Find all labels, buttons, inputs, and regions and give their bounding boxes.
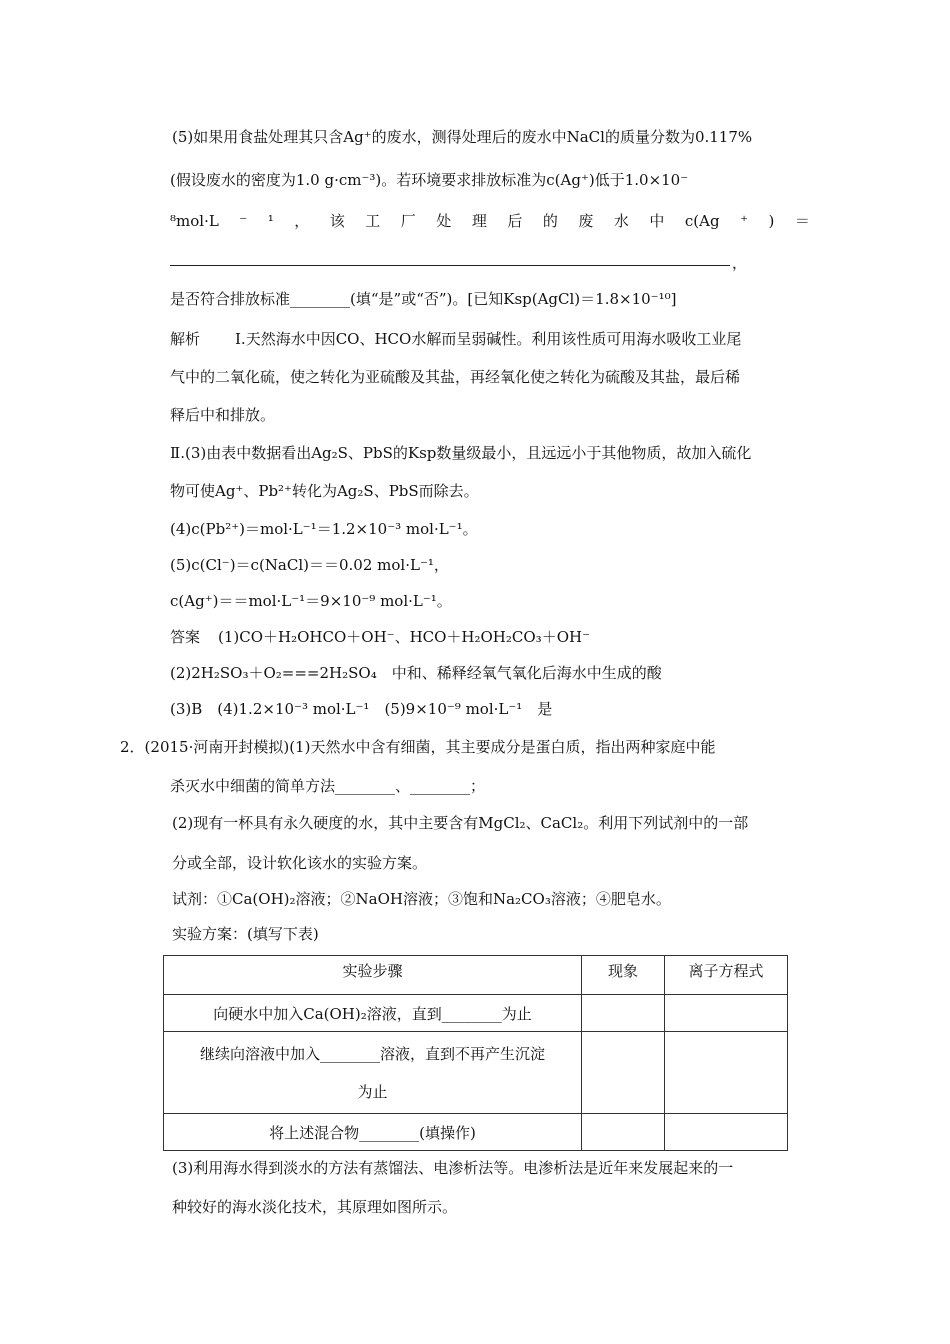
q2-plan-title: 实验方案：(填写下表)	[172, 925, 319, 943]
answer-line-3: (3)B (4)1.2×10⁻³ mol·L⁻¹ (5)9×10⁻⁹ mol·L⁻¹ 是	[170, 700, 553, 718]
table-row-2-phenomenon	[582, 1032, 665, 1114]
q5-line-2: (假设废水的密度为1.0 g·cm⁻³)。若环境要求排放标准为c(Ag⁺)低于1.0×10⁻	[170, 171, 689, 189]
table-row-1-phenomenon	[582, 995, 665, 1032]
analysis-p5: c(Ag⁺)＝＝mol·L⁻¹＝9×10⁻⁹ mol·L⁻¹。	[170, 592, 452, 610]
q5-line-5: 是否符合排放标准________(填“是”或“否”)。[已知Ksp(AgCl)＝1.8×10⁻¹⁰]	[170, 290, 677, 308]
table-header-steps: 实验步骤	[164, 956, 582, 995]
analysis-p3: (4)c(Pb²⁺)＝mol·L⁻¹＝1.2×10⁻³ mol·L⁻¹。	[170, 520, 478, 538]
answer-line-1: (1)CO＋H₂OHCO＋OH⁻、HCO＋H₂OH₂CO₃＋OH⁻	[218, 628, 590, 646]
analysis-p2-line-2: 物可使Ag⁺、Pb²⁺转化为Ag₂S、PbS而除去。	[170, 482, 479, 500]
q5-line-4-comma: ，	[732, 254, 748, 272]
q2-reagents: 试剂：①Ca(OH)₂溶液；②NaOH溶液；③饱和Na₂CO₃溶液；④肥皂水。	[172, 890, 671, 908]
q5-line-3: ⁸mol·L ⁻ ¹ ， 该 工 厂 处 理 后 的 废 水 中 c(Ag ⁺ ) ＝	[170, 212, 810, 230]
answer-blank-line	[170, 265, 730, 266]
table-header-phenomenon: 现象	[582, 956, 665, 995]
table-row-1-step: 向硬水中加入Ca(OH)₂溶液，直到________为止	[164, 995, 582, 1032]
experiment-table	[163, 955, 788, 1151]
table-header-equation: 离子方程式	[665, 956, 788, 995]
analysis-p1-line-1: Ⅰ.天然海水中因CO、HCO水解而呈弱碱性。利用该性质可用海水吸收工业尾	[235, 330, 742, 348]
analysis-p4: (5)c(Cl⁻)＝c(NaCl)＝＝0.02 mol·L⁻¹，	[170, 556, 449, 574]
q2-line-2: 杀灭水中细菌的简单方法________、________；	[170, 777, 486, 795]
analysis-p2-line-1: Ⅱ.(3)由表中数据看出Ag₂S、PbS的Ksp数量级最小，且远远小于其他物质，故加入硫化	[170, 444, 752, 462]
table-row-3-equation	[665, 1114, 788, 1151]
q2-line-1: 2．(2015·河南开封模拟)(1)天然水中含有细菌，其主要成分是蛋白质，指出两种家庭中能	[120, 738, 716, 756]
q2-part3-line-2: 种较好的海水淡化技术，其原理如图所示。	[172, 1198, 458, 1216]
analysis-label: 解析	[170, 330, 201, 348]
analysis-p1-line-3: 释后中和排放。	[170, 406, 276, 424]
table-row-1-equation	[665, 995, 788, 1032]
q2-line-3: (2)现有一杯具有永久硬度的水，其中主要含有MgCl₂、CaCl₂。利用下列试剂中的一部	[172, 814, 749, 832]
answer-label: 答案	[170, 628, 201, 646]
analysis-p1-line-2: 气中的二氧化硫，使之转化为亚硫酸及其盐，再经氧化使之转化为硫酸及其盐，最后稀	[170, 368, 741, 386]
q2-part3-line-1: (3)利用海水得到淡水的方法有蒸馏法、电渗析法等。电渗析法是近年来发展起来的一	[172, 1159, 734, 1177]
table-row-2-step: 继续向溶液中加入________溶液，直到不再产生沉淀 为止	[164, 1032, 582, 1114]
answer-line-2: (2)2H₂SO₃＋O₂===2H₂SO₄ 中和、稀释经氧气氧化后海水中生成的酸	[170, 664, 662, 682]
table-row-3-step: 将上述混合物________(填操作)	[164, 1114, 582, 1151]
table-row-2-equation	[665, 1032, 788, 1114]
q5-line-1: (5)如果用食盐处理其只含Ag⁺的废水，测得处理后的废水中NaCl的质量分数为0.117%	[172, 128, 753, 146]
table-row-3-phenomenon	[582, 1114, 665, 1151]
q2-line-4: 分或全部，设计软化该水的实验方案。	[172, 854, 428, 872]
